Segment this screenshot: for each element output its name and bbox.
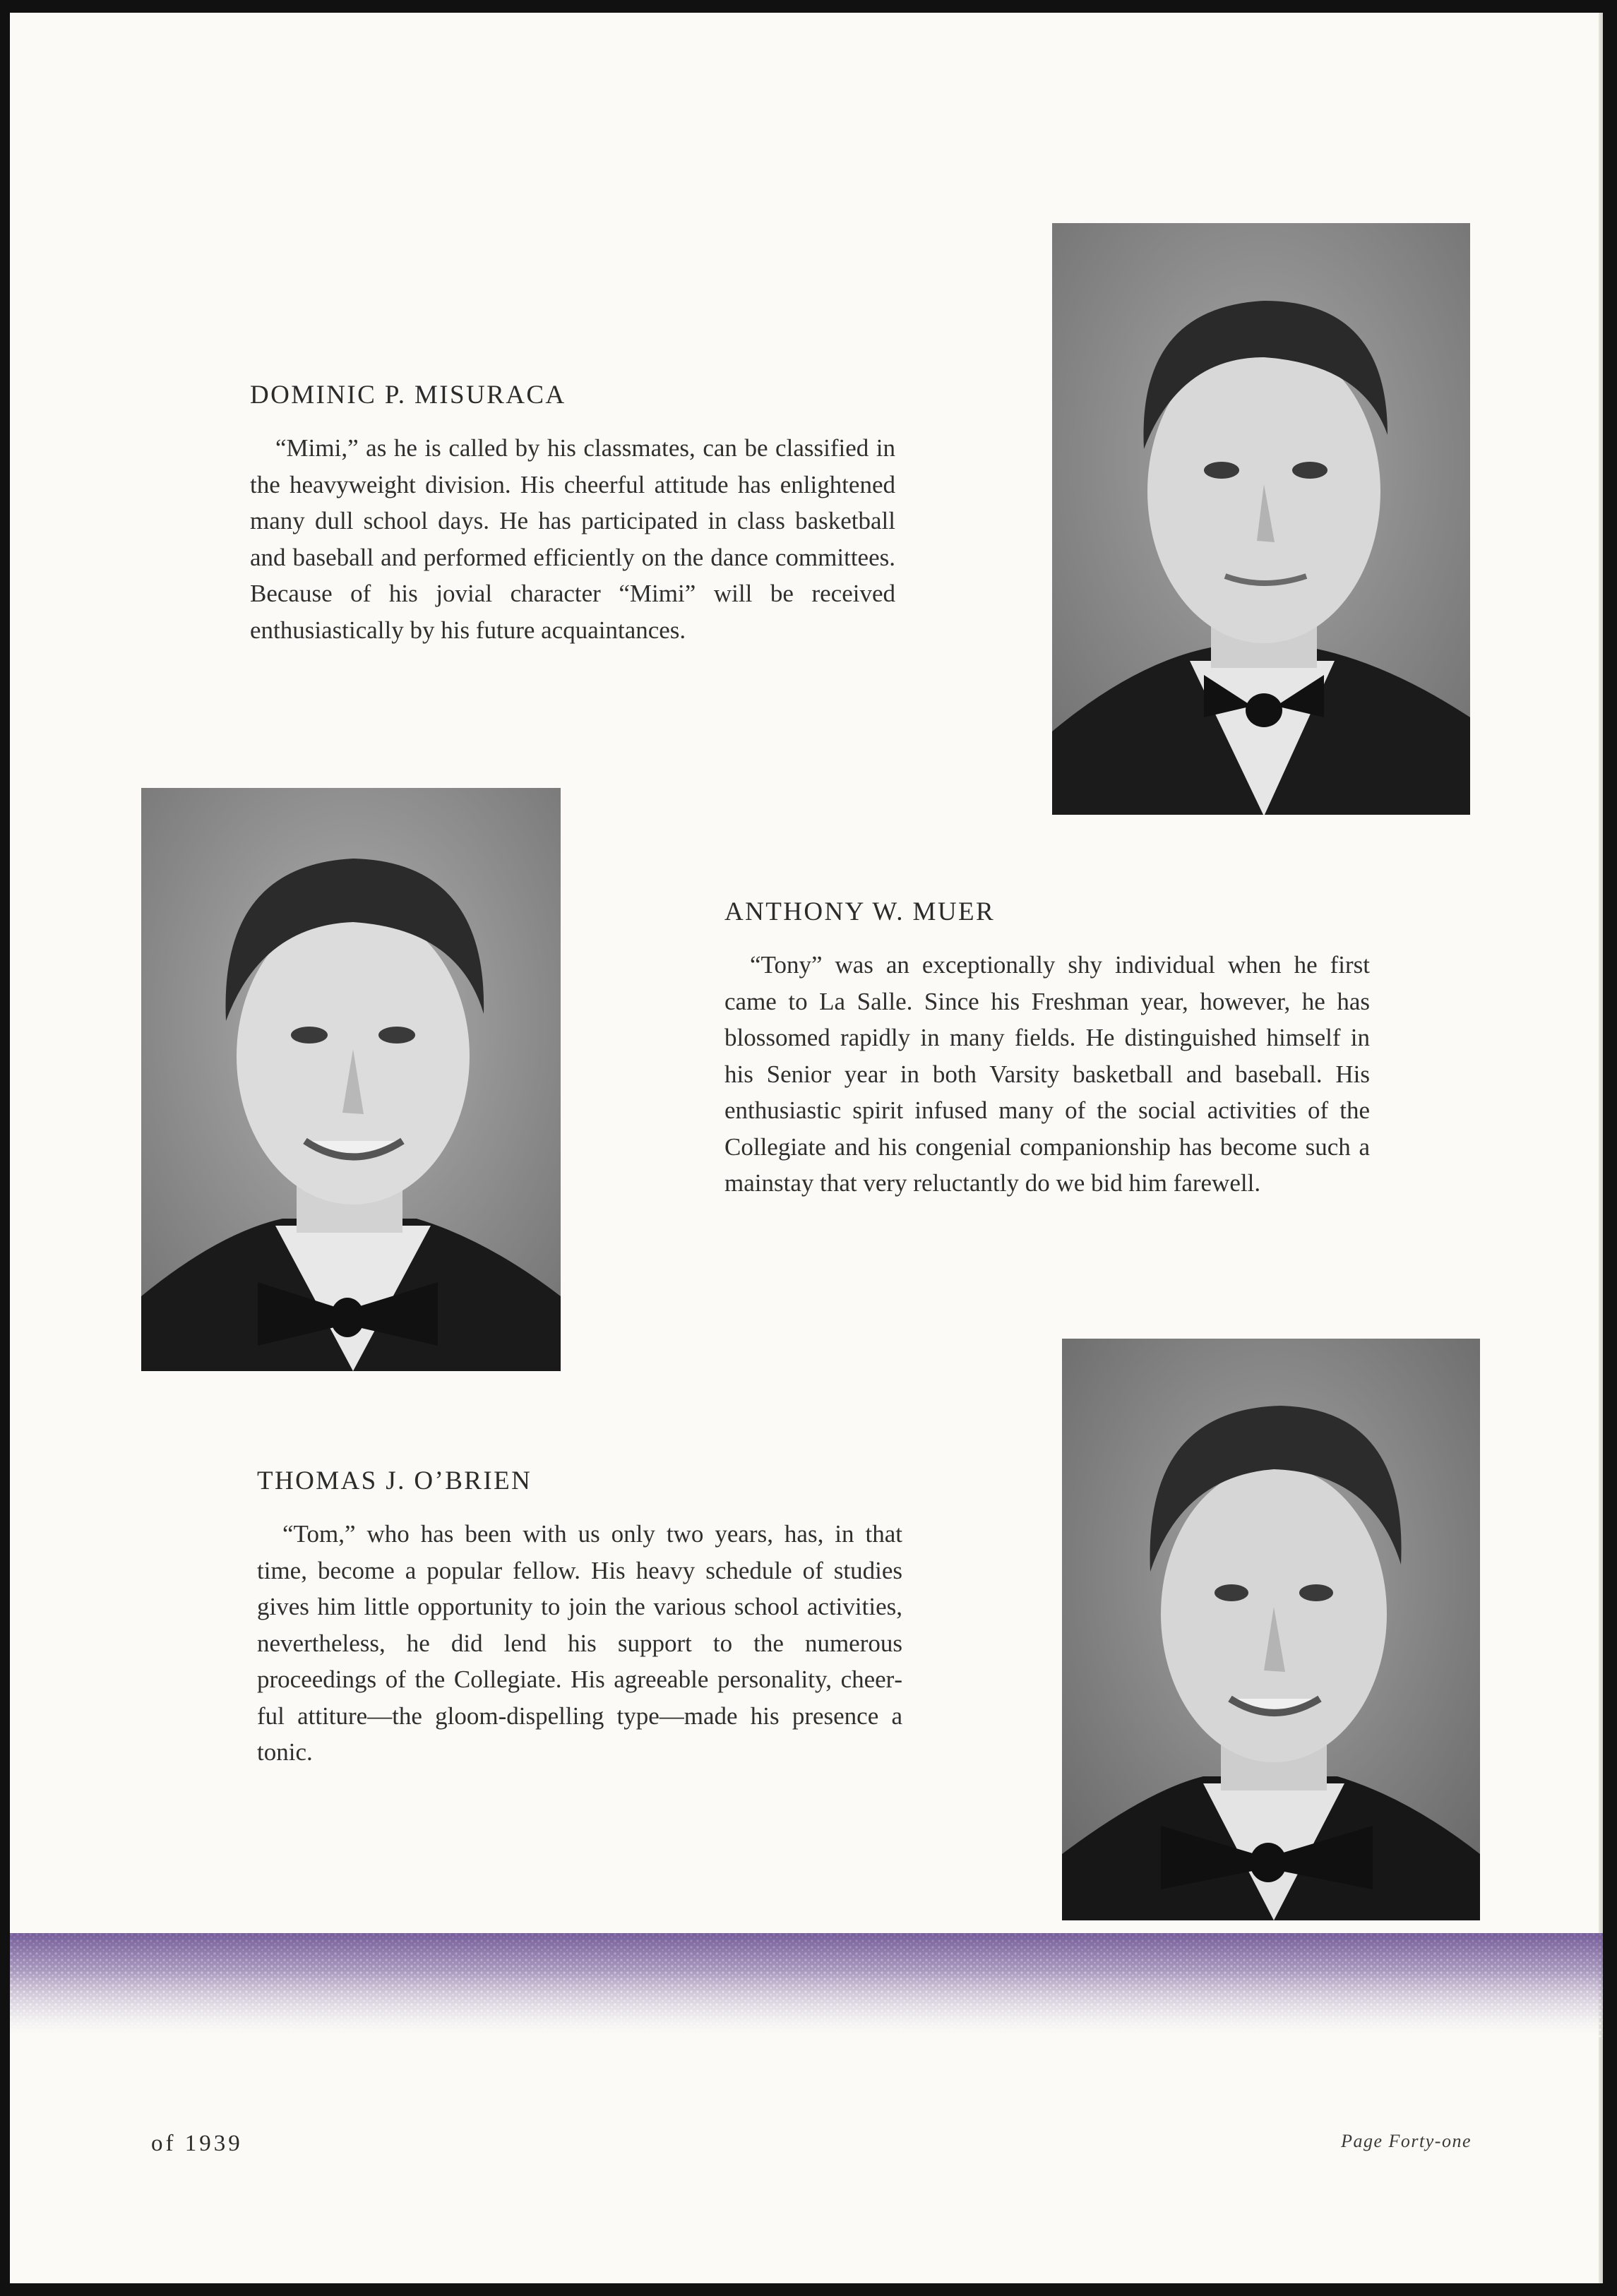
portrait-photo-misuraca [1052, 223, 1470, 815]
decorative-stipple-band [10, 1933, 1603, 2067]
student-bio: “Tom,” who has been with us only two years, has, in that time, become a popular fellow. His heavy schedule of studies gives him little opportunity to join the various school activities, nevertheless, he did lend his support to the numerous proceedings of the Collegiate. His agreeable personality, cheerful attiture—the gloom-dispelling type—made his presence a tonic. [257, 1520, 902, 1766]
bio-block-misuraca [250, 380, 895, 648]
student-name: ANTHONY W. MUER [724, 897, 996, 926]
page-number: Page Forty-one [1341, 2131, 1472, 2151]
yearbook-page [10, 13, 1603, 2283]
portrait-photo-obrien [1062, 1339, 1480, 1920]
student-bio: “Mimi,” as he is called by his classmates, can be classified in the heavyweight division. His cheerful attitude has enlightened many dull school days. He has participated in class basketball and baseball and performed efficiently on the dance committees. Because of his jovial character “Mimi” will be received enthusiastically by his future acquaintances. [250, 434, 895, 644]
portrait-photo-muer [141, 788, 561, 1371]
student-name: DOMINIC P. MISURACA [250, 381, 566, 409]
student-name: THOMAS J. O’BRIEN [257, 1466, 532, 1495]
bio-block-muer [724, 897, 1370, 1202]
student-bio: “Tony” was an exceptionally shy individual when he first came to La Salle. Since his Freshman year, however, he has blossomed rapidly in many fields. He distinguished himself in his Senior year in both Varsity basketball and baseball. His enthusiastic spirit infused many of the social activities of the Collegiate and his congenial companionship has become such a mainstay that very reluctantly do we bid him farewell. [724, 951, 1370, 1197]
bio-block-obrien [257, 1466, 902, 1771]
footer-year: of 1939 [151, 2131, 243, 2156]
